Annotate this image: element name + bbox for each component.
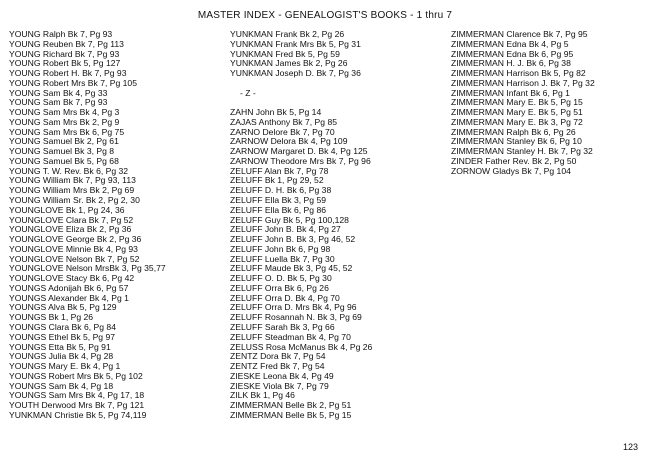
index-entry: ZELUFF Guy Bk 5, Pg 100,128 xyxy=(230,214,349,225)
index-entry: ZELUFF Orra D. Mrs Bk 4, Pg 96 xyxy=(230,302,357,313)
index-entry: YOUNG Reuben Bk 7, Pg 113 xyxy=(9,38,124,49)
index-entry: YOUNGS Adonijah Bk 6, Pg 57 xyxy=(9,282,129,293)
index-entry: YOUNG Samuel Bk 3, Pg 8 xyxy=(9,146,115,157)
index-entry: ZELUFF Orra Bk 6, Pg 26 xyxy=(230,282,329,293)
index-entry: YOUNGLOVE Nelson MrsBk 3, Pg 35,77 xyxy=(9,263,166,274)
index-entry: ZARNO Delore Bk 7, Pg 70 xyxy=(230,126,335,137)
index-entry: YOUNGLOVE Stacy Bk 6, Pg 42 xyxy=(9,273,135,284)
index-entry: ZIMMERMAN Edna Bk 4, Pg 5 xyxy=(451,38,569,49)
index-entry: YOUNG William Bk 7, Pg 93, 113 xyxy=(9,175,136,186)
index-entry: YOUNG Samuel Bk 2, Pg 61 xyxy=(9,136,119,147)
index-entry: YUNKMAN Frank Bk 2, Pg 26 xyxy=(230,29,345,39)
index-entry: ZILK Bk 1, Pg 46 xyxy=(230,390,295,401)
index-entry: ZIMMERMAN Stanley H. Bk 7, Pg 32 xyxy=(451,146,593,157)
index-entry: ZELUFF O. D. Bk 5, Pg 30 xyxy=(230,273,332,284)
index-entry: YUNKMAN Frank Mrs Bk 5, Pg 31 xyxy=(230,38,361,49)
index-entry: ZELUFF Sarah Bk 3, Pg 66 xyxy=(230,321,335,332)
index-entry: YUNKMAN James Bk 2, Pg 26 xyxy=(230,58,348,69)
index-entry: ZAHN John Bk 5, Pg 14 xyxy=(230,107,322,118)
index-entry: YUNKMAN Christie Bk 5, Pg 74,119 xyxy=(9,409,147,420)
index-entry: YOUNGLOVE Clara Bk 7, Pg 52 xyxy=(9,214,134,225)
index-entry: YUNKMAN Fred Bk 5, Pg 59 xyxy=(230,48,340,59)
index-column-1 xyxy=(9,30,166,421)
index-column-3 xyxy=(451,30,595,176)
index-entry: ZELUFF Alan Bk 7, Pg 78 xyxy=(230,165,329,176)
index-entry: YOUNGS Bk 1, Pg 26 xyxy=(9,312,94,323)
index-entry: ZELUFF Rosannah N. Bk 3, Pg 69 xyxy=(230,312,362,323)
index-entry: ZIMMERMAN Belle Bk 2, Pg 51 xyxy=(230,400,352,411)
index-entry: YOUNG Richard Bk 7, Pg 93 xyxy=(9,48,120,59)
index-entry: ZELUSS Rosa McManus Bk 4, Pg 26 xyxy=(230,341,373,352)
index-entry: YOUNGLOVE George Bk 2, Pg 36 xyxy=(9,234,142,245)
index-entry: YOUNG Sam Mrs Bk 6, Pg 75 xyxy=(9,126,125,137)
index-entry: YOUNGS Alexander Bk 4, Pg 1 xyxy=(9,292,129,303)
index-entry: ZIMMERMAN Stanley Bk 6, Pg 10 xyxy=(451,136,582,147)
index-entry: YOUNGLOVE Bk 1, Pg 24, 36 xyxy=(9,204,125,215)
index-entry: YOUNGS Sam Bk 4, Pg 18 xyxy=(9,380,114,391)
index-entry: ZINDER Father Rev. Bk 2, Pg 50 xyxy=(451,155,577,166)
index-entry: ZIMMERMAN Harrison Bk 5, Pg 82 xyxy=(451,68,586,79)
index-entry: ZIESKE Leona Bk 4, Pg 49 xyxy=(230,370,334,381)
index-entry: ZENTZ Fred Bk 7, Pg 54 xyxy=(230,361,325,372)
index-entry: ZIMMERMAN Edna Bk 6, Pg 95 xyxy=(451,48,574,59)
index-entry: YOUNGS Etta Bk 5, Pg 91 xyxy=(9,341,111,352)
index-entry: ZELUFF John Bk 6, Pg 98 xyxy=(230,243,331,254)
index-entry: ZIMMERMAN Ralph Bk 6, Pg 26 xyxy=(451,126,576,137)
index-entry: ZAJAS Anthony Bk 7, Pg 85 xyxy=(230,116,338,127)
index-entry: ZENTZ Dora Bk 7, Pg 54 xyxy=(230,351,326,362)
index-entry: YOUNGLOVE Nelson Bk 7, Pg 52 xyxy=(9,253,140,264)
index-entry: YOUNGS Robert Mrs Bk 5, Pg 102 xyxy=(9,370,143,381)
index-entry: ZARNOW Margaret D. Bk 4, Pg 125 xyxy=(230,146,368,157)
index-entry: YOUNG T. W. Rev. Bk 6, Pg 32 xyxy=(9,165,129,176)
section-letter-heading: - Z - xyxy=(240,87,256,98)
page-number: 123 xyxy=(622,442,638,452)
index-entry: YOUNG Robert H. Bk 7, Pg 93 xyxy=(9,68,127,79)
index-entry: YOUNGLOVE Minnie Bk 4, Pg 93 xyxy=(9,243,138,254)
index-entry: ZELUFF Bk 1, Pg 29, 52 xyxy=(230,175,324,186)
index-entry: ZELUFF D. H. Bk 6, Pg 38 xyxy=(230,185,332,196)
index-entry: YOUNG William Sr. Bk 2, Pg 2, 30 xyxy=(9,195,140,206)
page-title: MASTER INDEX - GENEALOGIST'S BOOKS - 1 thru 7 xyxy=(197,10,453,21)
index-entry: YOUNG Sam Mrs Bk 4, Pg 3 xyxy=(9,107,120,118)
index-entry: ZELUFF John B. Bk 4, Pg 27 xyxy=(230,224,341,235)
index-entry: YOUNG Robert Bk 5, Pg 127 xyxy=(9,58,121,69)
index-entry: ZELUFF Steadman Bk 4, Pg 70 xyxy=(230,331,351,342)
index-entry: ZARNOW Theodore Mrs Bk 7, Pg 96 xyxy=(230,155,371,166)
index-entry: YOUNG Sam Mrs Bk 2, Pg 9 xyxy=(9,116,120,127)
index-entry: ZELUFF Ella Bk 6, Pg 86 xyxy=(230,204,326,215)
index-entry: YOUNGS Sam Mrs Bk 4, Pg 17, 18 xyxy=(9,390,145,401)
index-entry: YOUNGS Clara Bk 6, Pg 84 xyxy=(9,321,116,332)
index-entry: YOUNG William Mrs Bk 2, Pg 69 xyxy=(9,185,135,196)
index-entry: YOUTH Derwood Mrs Bk 7, Pg 121 xyxy=(9,400,145,411)
index-entry: ZORNOW Gladys Bk 7, Pg 104 xyxy=(451,165,571,176)
index-column-2 xyxy=(230,30,372,421)
index-entry: ZIMMERMAN Mary E. Bk 5, Pg 15 xyxy=(451,97,583,108)
index-entry: YOUNGS Mary E. Bk 4, Pg 1 xyxy=(9,361,121,372)
index-entry: ZELUFF Luella Bk 7, Pg 30 xyxy=(230,253,335,264)
index-entry: ZELUFF Maude Bk 3, Pg 45, 52 xyxy=(230,263,353,274)
index-entry: ZIMMERMAN Mary E. Bk 3, Pg 72 xyxy=(451,116,583,127)
index-entry: YOUNG Robert Mrs Bk 7, Pg 105 xyxy=(9,77,137,88)
index-entry: YOUNG Ralph Bk 7, Pg 93 xyxy=(9,29,113,39)
index-entry: ZARNOW Delora Bk 4, Pg 109 xyxy=(230,136,348,147)
index-entry: YOUNGS Ethel Bk 5, Pg 97 xyxy=(9,331,116,342)
index-entry: YOUNG Sam Bk 7, Pg 93 xyxy=(9,97,108,108)
index-entry: ZIMMERMAN Belle Bk 5, Pg 15 xyxy=(230,409,352,420)
index-entry: ZIMMERMAN Infant Bk 6, Pg 1 xyxy=(451,87,570,98)
index-entry: YOUNGLOVE Eliza Bk 2, Pg 36 xyxy=(9,224,132,235)
index-entry: ZELUFF John B. Bk 3, Pg 46, 52 xyxy=(230,234,356,245)
index-entry: YOUNG Sam Bk 4, Pg 33 xyxy=(9,87,108,98)
index-entry: ZIMMERMAN Clarence Bk 7, Pg 95 xyxy=(451,29,588,39)
index-entry: ZELUFF Orra D. Bk 4, Pg 70 xyxy=(230,292,340,303)
index-entry: ZIMMERMAN Harrison J. Bk 7, Pg 32 xyxy=(451,77,595,88)
index-entry: YOUNGS Alva Bk 5, Pg 129 xyxy=(9,302,117,313)
index-entry: ZIMMERMAN H. J. Bk 6, Pg 38 xyxy=(451,58,571,69)
index-entry: ZIMMERMAN Mary E. Bk 5, Pg 51 xyxy=(451,107,583,118)
index-entry: ZELUFF Ella Bk 3, Pg 59 xyxy=(230,195,326,206)
index-entry: YOUNG Samuel Bk 5, Pg 68 xyxy=(9,155,119,166)
index-entry: YOUNGS Julia Bk 4, Pg 28 xyxy=(9,351,114,362)
index-entry: YUNKMAN Joseph D. Bk 7, Pg 36 xyxy=(230,68,361,79)
index-entry: ZIESKE Viola Bk 7, Pg 79 xyxy=(230,380,329,391)
